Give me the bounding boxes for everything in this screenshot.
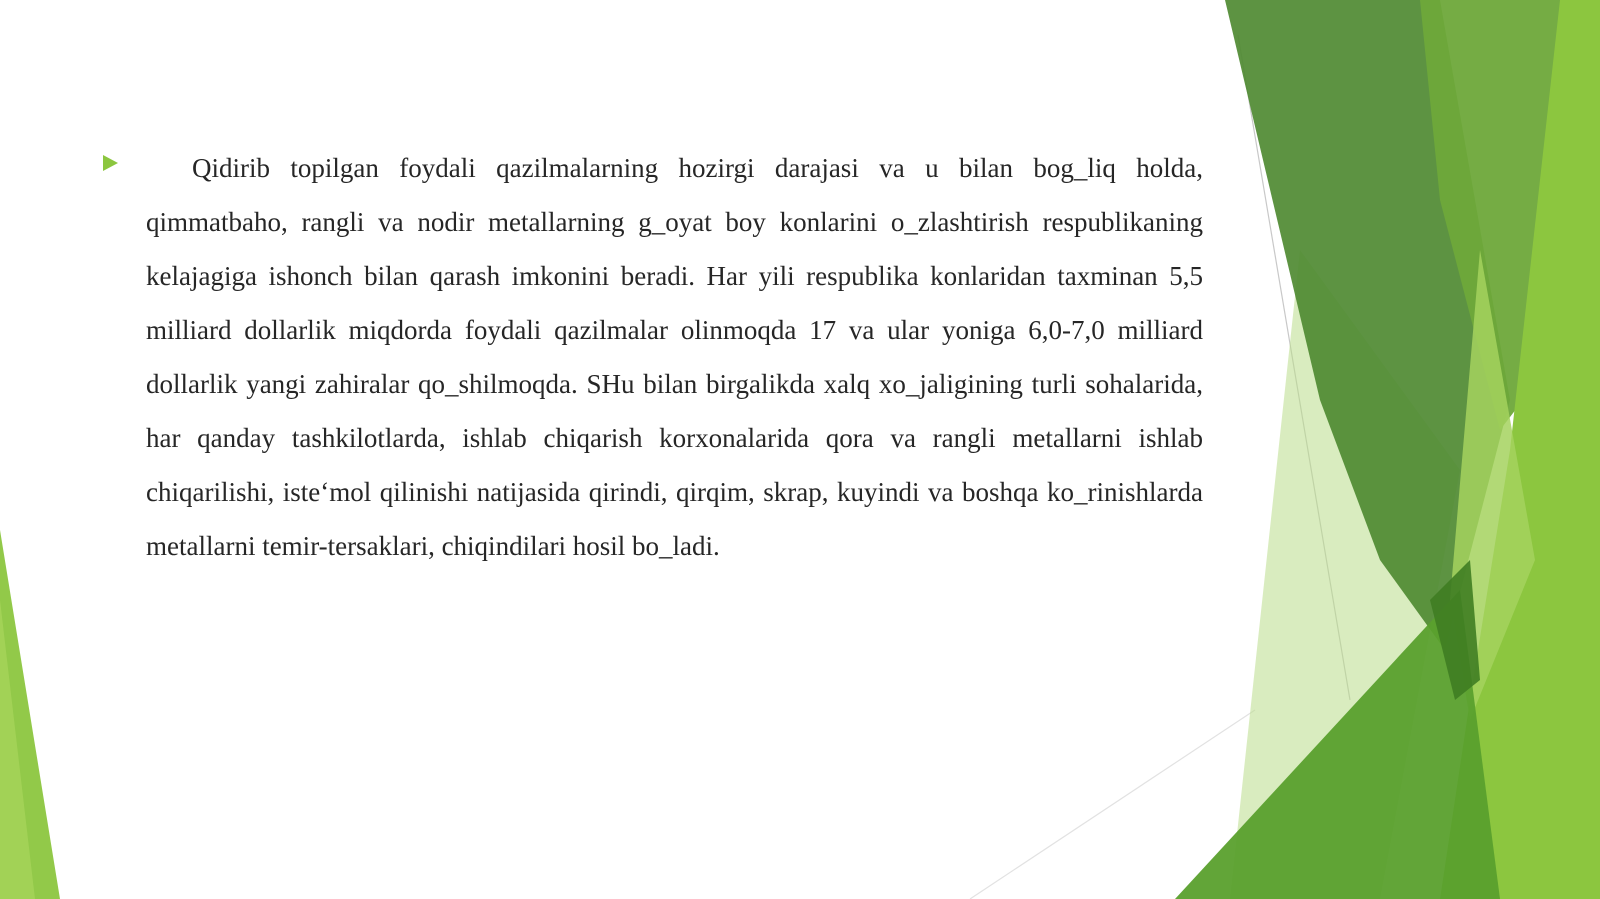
body-paragraph: Qidirib topilgan foydali qazilmalarning hozirgi darajasi va u bilan bog_liq holda, qimmatbaho, rangli va nodir metallarning g_oyat boy konlarini o_zlashtirish respublikaning kelajagiga ishonch bilan qarash imkonini beradi. Har yili respublika konlaridan taxminan 5,5 milliard dollarlik miqdorda foydali qazilmalar olinmoqda 17 va ular yoniga 6,0-7,0 milliard dollarlik yangi zahiralar qo_shilmoqda. SHu bilan birgalikda xalq xo_jaligining turli sohalarida, har qanday tashkilotlarda, ishlab chiqarish korxonalarida qora va rangli metallarni ishlab chiqarilishi, iste‘mol qilinishi natijasida qirindi, qirqim, skrap, kuyindi va boshqa ko_rinishlarda metallarni temir-tersaklari, chiqindilari hosil bo_ladi. [146, 153, 1203, 561]
bullet-triangle-icon [103, 155, 118, 171]
